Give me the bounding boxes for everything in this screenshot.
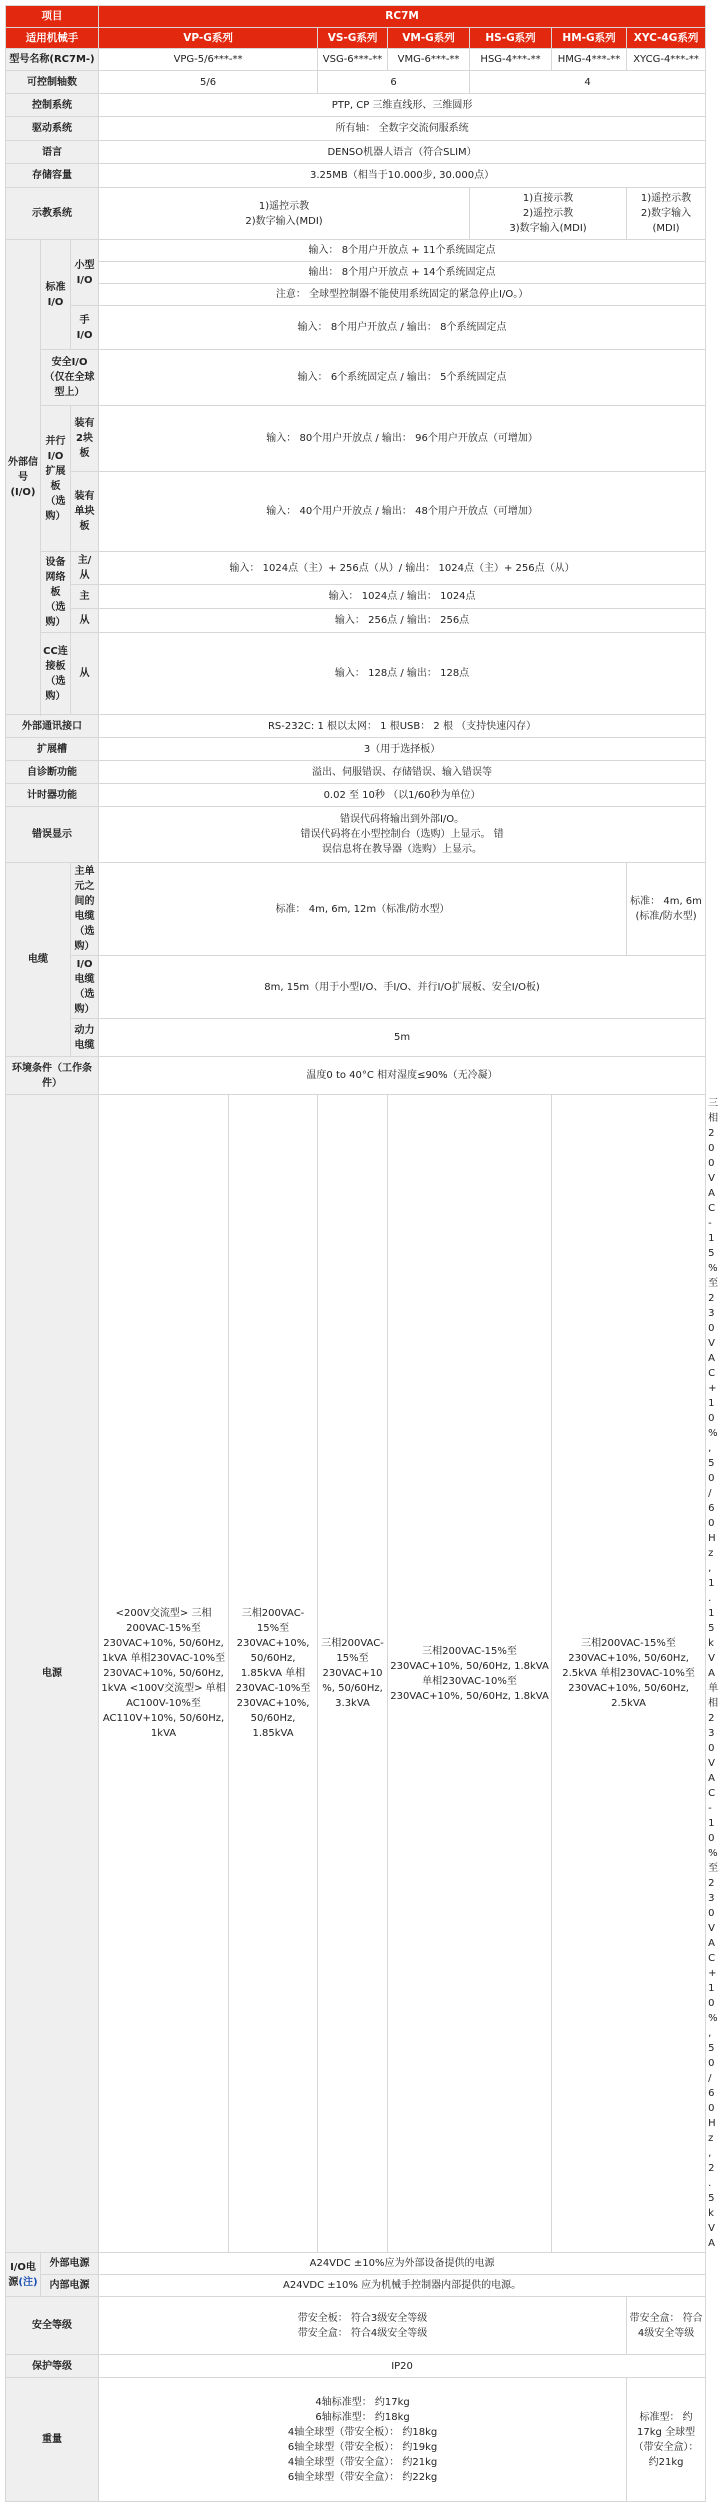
weight-line: 4轴全球型（带安全盒）： 约21kg xyxy=(287,2456,438,2468)
cc-link-label: CC连接板（选购） xyxy=(41,633,71,715)
io-cable-label: I/O电缆（选购） xyxy=(71,956,99,1019)
language-row xyxy=(6,141,706,164)
drive-system-row xyxy=(6,117,706,141)
applicable-robots-label: 适用机械手 xyxy=(6,28,99,49)
error-label: 错误显示 xyxy=(6,807,99,863)
diag-row xyxy=(6,761,706,784)
model-vm: VMG-6***-** xyxy=(388,49,470,71)
power-vp: <200V交流型> 三相200VAC-15%至 230VAC+10%, 50/60Hz, 1kVA 单相230VAC-10%至 230VAC+10%, 50/60Hz, 1kVA <100V交流型> 单相 AC100V-10%至 AC110V+10%, 50/60Hz, 1kVA xyxy=(99,1095,229,2253)
power-hm: 三相200VAC-15%至 230VAC+10%, 50/60Hz, 2.5kVA 单相230VAC-10%至 230VAC+10%, 50/60Hz, 2.5kVA xyxy=(552,1095,706,2253)
model-vs: VSG-6***-** xyxy=(318,49,388,71)
slave-label: 从 xyxy=(71,609,99,633)
env-row xyxy=(6,1057,706,1095)
teaching-b-line: 1)直接示教 xyxy=(522,193,574,204)
memory-row xyxy=(6,164,706,188)
io-hand-row xyxy=(6,306,706,350)
ext-io-label: 外部信号(I/O) xyxy=(6,240,41,715)
weight-row xyxy=(6,2378,706,2502)
model-hs: HSG-4***-** xyxy=(470,49,552,71)
series-row xyxy=(6,28,706,49)
hand-io-value: 输入： 8个用户开放点 / 输出： 8个系统固定点 xyxy=(99,306,706,350)
slots-label: 扩展槽 xyxy=(6,738,99,761)
teaching-c-line: 1)遥控示教 xyxy=(640,193,692,204)
power-cable-label: 动力电缆 xyxy=(71,1019,99,1057)
safety-class-line: 带安全盒： 符合4级安全等级 xyxy=(297,2327,428,2339)
diag-label: 自诊断功能 xyxy=(6,761,99,784)
io-mini-note-row xyxy=(6,284,706,306)
header-row xyxy=(6,6,706,28)
error-value xyxy=(99,807,706,863)
one-board-value: 输入： 40个用户开放点 / 输出： 48个用户开放点（可增加） xyxy=(99,472,706,552)
mini-io-note: 注意： 全球型控制器不能使用系统固定的紧急停止I/O。） xyxy=(99,284,706,306)
series-vs: VS-G系列 xyxy=(318,28,388,49)
mini-io-output: 输出： 8个用户开放点 + 14个系统固定点 xyxy=(99,262,706,284)
mini-io-label: 小型I/O xyxy=(71,240,99,306)
power-hs: 三相200VAC-15%至 230VAC+10%, 50/60Hz, 1.8kVA 单相230VAC-10%至 230VAC+10%, 50/60Hz, 1.8kVA xyxy=(388,1095,552,2253)
one-board-label: 装有单块板 xyxy=(71,472,99,552)
cable-main-row xyxy=(6,863,706,956)
teaching-b-line: 2)遥控示教 xyxy=(522,208,574,219)
series-vp: VP-G系列 xyxy=(99,28,318,49)
weight-line: 6轴全球型（带安全板）： 约19kg xyxy=(287,2441,438,2453)
io-parallel-one-row xyxy=(6,472,706,552)
timer-label: 计时器功能 xyxy=(6,784,99,807)
error-line: 错误代码将输出到外部I/O。 xyxy=(339,814,465,825)
weight-value xyxy=(99,2378,627,2502)
diag-value: 溢出、伺服错误、存储错误、输入错误等 xyxy=(99,761,706,784)
timer-value: 0.02 至 10秒 （以1/60秒为单位） xyxy=(99,784,706,807)
io-mini-input-row xyxy=(6,240,706,262)
teaching-a-line: 1)遥控示教 xyxy=(258,200,310,212)
timer-row xyxy=(6,784,706,807)
main-unit-cable-label: 主单元之间的电缆（选购） xyxy=(71,863,99,956)
comm-label: 外部通讯接口 xyxy=(6,715,99,738)
safety-class-line: 带安全板： 符合3级安全等级 xyxy=(297,2312,428,2324)
spec-table-wrapper xyxy=(5,5,718,2502)
mini-io-input: 输入： 8个用户开放点 + 11个系统固定点 xyxy=(99,240,706,262)
weight-line: 4轴全球型（带安全板）： 约18kg xyxy=(287,2426,438,2438)
series-hs: HS-G系列 xyxy=(470,28,552,49)
teaching-b xyxy=(470,188,627,240)
slots-row xyxy=(6,738,706,761)
master-value: 输入： 1024点 / 输出： 1024点 xyxy=(99,585,706,609)
io-power-label xyxy=(6,2253,41,2297)
safety-class-value xyxy=(99,2297,627,2355)
error-row xyxy=(6,807,706,863)
power-vs: 三相200VAC-15%至 230VAC+10%, 50/60Hz, 1.85kVA 单相230VAC-10%至 230VAC+10%, 50/60Hz, 1.85kVA xyxy=(229,1095,318,2253)
io-devnet-ms-row xyxy=(6,552,706,585)
weight-xyc: 标准型： 约17kg 全球型（带安全盒）： 约21kg xyxy=(627,2378,706,2502)
env-label: 环境条件（工作条件） xyxy=(6,1057,99,1095)
teaching-c xyxy=(627,188,706,240)
model-vp: VPG-5/6***-** xyxy=(99,49,318,71)
io-power-note-link[interactable]: (注) xyxy=(18,2276,38,2288)
control-system-value: PTP, CP 三维直线形、三维圆形 xyxy=(99,94,706,117)
model-xyc: XYCG-4***-** xyxy=(627,49,706,71)
control-system-row xyxy=(6,94,706,117)
io-devnet-slave-row xyxy=(6,609,706,633)
weight-label: 重量 xyxy=(6,2378,99,2502)
axes-vs-vm: 6 xyxy=(318,71,470,94)
device-net-label: 设备网络板（选购） xyxy=(41,552,71,633)
io-cable-value: 8m, 15m（用于小型I/O、手I/O、并行I/O扩展板、安全I/O板) xyxy=(99,956,706,1019)
weight-line: 6轴全球型（带安全盒）： 约22kg xyxy=(287,2471,438,2483)
protection-value: IP20 xyxy=(99,2355,706,2378)
env-value: 温度0 to 40°C 相对湿度≤90%（无冷凝） xyxy=(99,1057,706,1095)
protection-row xyxy=(6,2355,706,2378)
memory-value: 3.25MB（相当于10.000步, 30.000点） xyxy=(99,164,706,188)
teaching-c-line: 2)数字输入 xyxy=(640,208,692,219)
io-power-external-row xyxy=(6,2253,706,2275)
slots-value: 3（用于选择板） xyxy=(99,738,706,761)
safety-io-value: 输入： 6个系统固定点 / 输出： 5个系统固定点 xyxy=(99,350,706,406)
teaching-a-line: 2)数字输入(MDI) xyxy=(245,215,323,227)
drive-system-value: 所有轴： 全数字交流伺服系统 xyxy=(99,117,706,141)
io-devnet-master-row xyxy=(6,585,706,609)
weight-line: 6轴标准型： 约18kg xyxy=(315,2411,410,2423)
std-io-label: 标准I/O xyxy=(41,240,71,350)
series-vm: VM-G系列 xyxy=(388,28,470,49)
parallel-board-label: 并行I/O扩展板（选购） xyxy=(41,406,71,552)
cc-link-value: 输入： 128点 / 输出： 128点 xyxy=(99,633,706,715)
teaching-label: 示教系统 xyxy=(6,188,99,240)
teaching-a xyxy=(99,188,470,240)
teaching-b-line: 3)数字输入(MDI) xyxy=(509,223,587,234)
io-power-label-text: I/O电源 xyxy=(8,2261,36,2288)
external-power-value: A24VDC ±10%应为外部设备提供的电源 xyxy=(99,2253,706,2275)
power-row: 电源 <200V交流型> 三相200VAC-15%至 230VAC+10%, 50/60Hz, 1kVA 单相230VAC-10%至 230VAC+10%, 50/60Hz, 1kVA <100V交流型> 单相 AC100V-10%至 AC110V+10%, 50/60Hz, 1kVA 三相200VAC-15%至 230VAC+10%, 50/60Hz, 1.85kVA 单相230VAC-10%至 230VAC+10%, 50/60Hz, 1.85kVA 三相200VAC-15%至 230VAC+10%, 50/60Hz, 3.3kVA 三相200VAC-15%至 230VAC+10%, 50/60Hz, 1.8kVA 单相230VAC-10%至 230VAC+10%, 50/60Hz, 1.8kVA 三相200VAC-15%至 230VAC+10%, 50/60Hz, 2.5kVA 单相230VAC-10%至 230VAC+10%, 50/60Hz, 2.5kVA 三相 200VAC-15% 至 230VAC+10%, 50/60Hz, 1.15kVA 单相 230VAC-10% 至 230VAC+10%, 50/60Hz, 2.5kVA xyxy=(6,1095,706,2253)
spec-table xyxy=(5,5,718,2502)
two-boards-label: 装有2块板 xyxy=(71,406,99,472)
axes-vp: 5/6 xyxy=(99,71,318,94)
cc-slave-label: 从 xyxy=(71,633,99,715)
internal-power-value: A24VDC ±10% 应为机械手控制器内部提供的电源。 xyxy=(99,2275,706,2297)
axes-rest: 4 xyxy=(470,71,706,94)
teaching-row xyxy=(6,188,706,240)
master-slave-label: 主/从 xyxy=(71,552,99,585)
io-power-internal-row xyxy=(6,2275,706,2297)
control-system-label: 控制系统 xyxy=(6,94,99,117)
error-line: 误信息将在教导器（选购）上显示。 xyxy=(322,844,483,855)
safety-class-row xyxy=(6,2297,706,2355)
cable-io-row xyxy=(6,956,706,1019)
series-hm: HM-G系列 xyxy=(552,28,627,49)
language-label: 语言 xyxy=(6,141,99,164)
power-cable-value: 5m xyxy=(99,1019,706,1057)
axes-label: 可控制轴数 xyxy=(6,71,99,94)
header-controller: RC7M xyxy=(99,6,706,28)
header-item: 项目 xyxy=(6,6,99,28)
model-hm: HMG-4***-** xyxy=(552,49,627,71)
two-boards-value: 输入： 80个用户开放点 / 输出： 96个用户开放点（可增加） xyxy=(99,406,706,472)
series-xyc: XYC-4G系列 xyxy=(627,28,706,49)
cable-power-row xyxy=(6,1019,706,1057)
weight-line: 4轴标准型： 约17kg xyxy=(315,2396,410,2408)
main-unit-cable-xyc: 标准： 4m, 6m (标准/防水型) xyxy=(627,863,706,956)
safety-class-label: 安全等级 xyxy=(6,2297,99,2355)
model-row xyxy=(6,49,706,71)
language-value: DENSO机器人语言（符合SLIM） xyxy=(99,141,706,164)
power-vm: 三相200VAC-15%至 230VAC+10%, 50/60Hz, 3.3kVA xyxy=(318,1095,388,2253)
model-label: 型号名称(RC7M-) xyxy=(6,49,99,71)
io-cc-row xyxy=(6,633,706,715)
main-unit-cable-value: 标准： 4m, 6m, 12m（标准/防水型） xyxy=(99,863,627,956)
safety-io-label: 安全I/O（仅在全球型上） xyxy=(41,350,99,406)
safety-class-xyc: 带安全盒： 符合4级安全等级 xyxy=(627,2297,706,2355)
comm-row xyxy=(6,715,706,738)
power-label: 电源 xyxy=(6,1095,99,2253)
master-label: 主 xyxy=(71,585,99,609)
axes-row xyxy=(6,71,706,94)
hand-io-label: 手I/O xyxy=(71,306,99,350)
io-mini-output-row xyxy=(6,262,706,284)
slave-value: 输入： 256点 / 输出： 256点 xyxy=(99,609,706,633)
master-slave-value: 输入： 1024点（主）+ 256点（从）/ 输出： 1024点（主）+ 256点（从） xyxy=(99,552,706,585)
drive-system-label: 驱动系统 xyxy=(6,117,99,141)
error-line: 错误代码将在小型控制台（选购）上显示。 错 xyxy=(300,829,504,840)
io-safety-row xyxy=(6,350,706,406)
comm-value: RS-232C: 1 根以太网： 1 根USB： 2 根 （支持快速闪存） xyxy=(99,715,706,738)
io-parallel-two-row xyxy=(6,406,706,472)
external-power-label: 外部电源 xyxy=(41,2253,99,2275)
protection-label: 保护等级 xyxy=(6,2355,99,2378)
cable-label: 电缆 xyxy=(6,863,71,1057)
internal-power-label: 内部电源 xyxy=(41,2275,99,2297)
memory-label: 存储容量 xyxy=(6,164,99,188)
teaching-c-line: (MDI) xyxy=(652,223,680,234)
